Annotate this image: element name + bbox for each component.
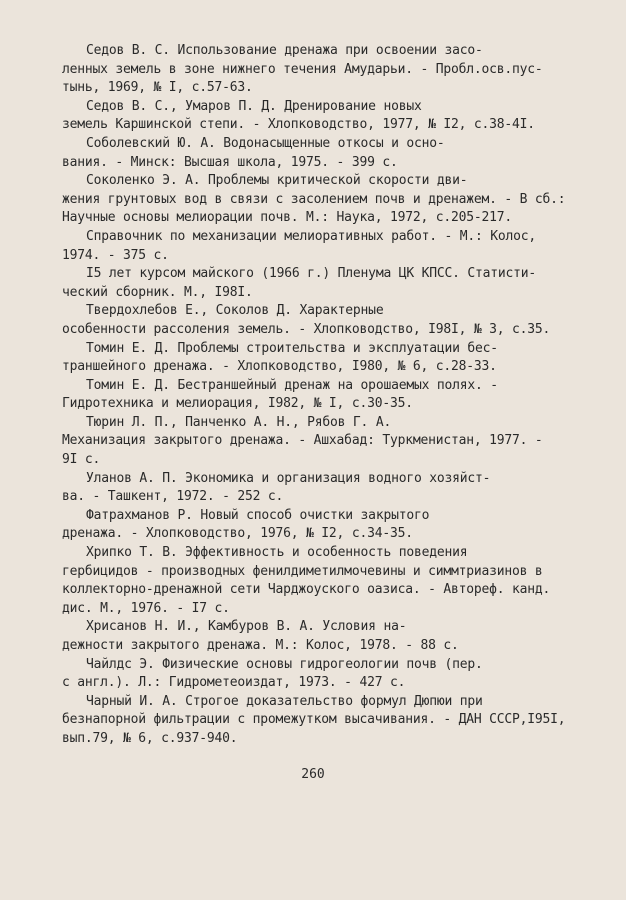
bibliography-entry (62, 302, 582, 339)
entry-line: Седов В. С., Умаров П. Д. Дренирование новых (86, 98, 422, 114)
entry-line: Научные основы мелиорации почв. М.: Наука, 1972, с.205-217. (62, 210, 512, 226)
entry-line: дренажа. - Хлопководство, 1976, № I2, с.34-35. (62, 526, 413, 542)
entry-line: тынь, 1969, № I, с.57-63. (62, 80, 253, 96)
entry-line: Хрипко Т. В. Эффективность и особенность поведения (86, 545, 468, 561)
bibliography-entry (62, 544, 582, 618)
entry-line: 9I с. (62, 452, 101, 468)
entry-line: Твердохлебов Е., Соколов Д. Характерные (86, 303, 384, 319)
entry-line: Томин Е. Д. Бестраншейный дренаж на орошаемых полях. - (86, 377, 498, 393)
bibliography-entry (62, 135, 582, 172)
entry-line: Уланов А. П. Экономика и организация водного хозяйст- (86, 470, 491, 486)
bibliography-entry (62, 172, 582, 228)
entry-line: жения грунтовых вод в связи с засолением почв и дренажем. - В сб.: (62, 191, 566, 207)
bibliography-entry (62, 507, 582, 544)
entry-line: Справочник по механизации мелиоративных работ. - М.: Колос, (86, 228, 536, 244)
entry-line: ленных земель в зоне нижнего течения Амударьи. - Пробл.осв.пус- (62, 61, 543, 77)
entry-line: земель Каршинской степи. - Хлопководство, 1977, № I2, с.38-4I. (62, 117, 535, 133)
entry-line: дис. М., 1976. - I7 с. (62, 600, 230, 616)
bibliography-entry (62, 656, 582, 693)
entry-line: дежности закрытого дренажа. М.: Колос, 1978. - 88 с. (62, 638, 459, 653)
entry-line: вып.79, № 6, с.937-940. (62, 730, 238, 746)
bibliography-entry (62, 470, 582, 507)
entry-line: Чайлдс Э. Физические основы гидрогеологии почв (пер. (86, 656, 483, 672)
bibliography-entry (62, 265, 582, 302)
page-number: 260 (301, 767, 325, 782)
bibliography-entry (62, 42, 582, 98)
entry-line: 1974. - 375 с. (62, 247, 169, 263)
entry-line: Гидротехника и мелиорация, I982, № I, с.30-35. (62, 396, 413, 412)
entry-line: Хрисанов Н. И., Камбуров В. А. Условия на- (86, 619, 407, 635)
entry-line: ва. - Ташкент, 1972. - 252 с. (62, 489, 284, 505)
bibliography-entry (62, 377, 582, 414)
entry-line: с англ.). Л.: Гидрометеоиздат, 1973. - 427 с. (62, 675, 406, 691)
entry-line: ческий сборник. М., I98I. (62, 284, 253, 300)
entry-line: Фатрахманов Р. Новый способ очистки закрытого (86, 507, 430, 523)
entry-line: Томин Е. Д. Проблемы строительства и эксплуатации бес- (86, 340, 498, 356)
entry-line: Соболевский Ю. А. Водонасыщенные откосы и осно- (86, 135, 445, 151)
entry-line: вания. - Минск: Высшая школа, 1975. - 399 с. (62, 154, 398, 170)
entry-line: безнапорной фильтрации с промежутком высачивания. - ДАН СССР,I95I, (62, 712, 566, 728)
bibliography-list (62, 42, 582, 749)
bibliography-entry (62, 228, 582, 265)
bibliography-entry (62, 693, 582, 749)
entry-line: траншейного дренажа. - Хлопководство, I980, № 6, с.28-33. (62, 359, 497, 375)
entry-line: I5 лет курсом майского (1966 г.) Пленума ЦК КПСС. Статисти- (86, 266, 536, 282)
entry-line: Механизация закрытого дренажа. - Ашхабад: Туркменистан, 1977. - (62, 433, 543, 449)
bibliography-entry (62, 340, 582, 377)
entry-line: гербицидов - производных фенилдиметилмочевины и симмтриазинов в (62, 563, 543, 579)
entry-line: Тюрин Л. П., Панченко А. Н., Рябов Г. А. (86, 414, 392, 430)
entry-line: коллекторно-дренажной сети Чарджоуского оазиса. - Автореф. канд. (62, 582, 551, 598)
bibliography-entry (62, 618, 582, 655)
entry-line: Седов В. С. Использование дренажа при освоении засо- (86, 43, 483, 58)
entry-line: особенности рассоления земель. - Хлопководство, I98I, № 3, с.35. (62, 321, 551, 337)
bibliography-entry (62, 414, 582, 470)
entry-line: Соколенко Э. А. Проблемы критической скорости дви- (86, 173, 468, 189)
bibliography-entry (62, 98, 582, 135)
entry-line: Чарный И. А. Строгое доказательство формул Дюпюи при (86, 693, 483, 709)
